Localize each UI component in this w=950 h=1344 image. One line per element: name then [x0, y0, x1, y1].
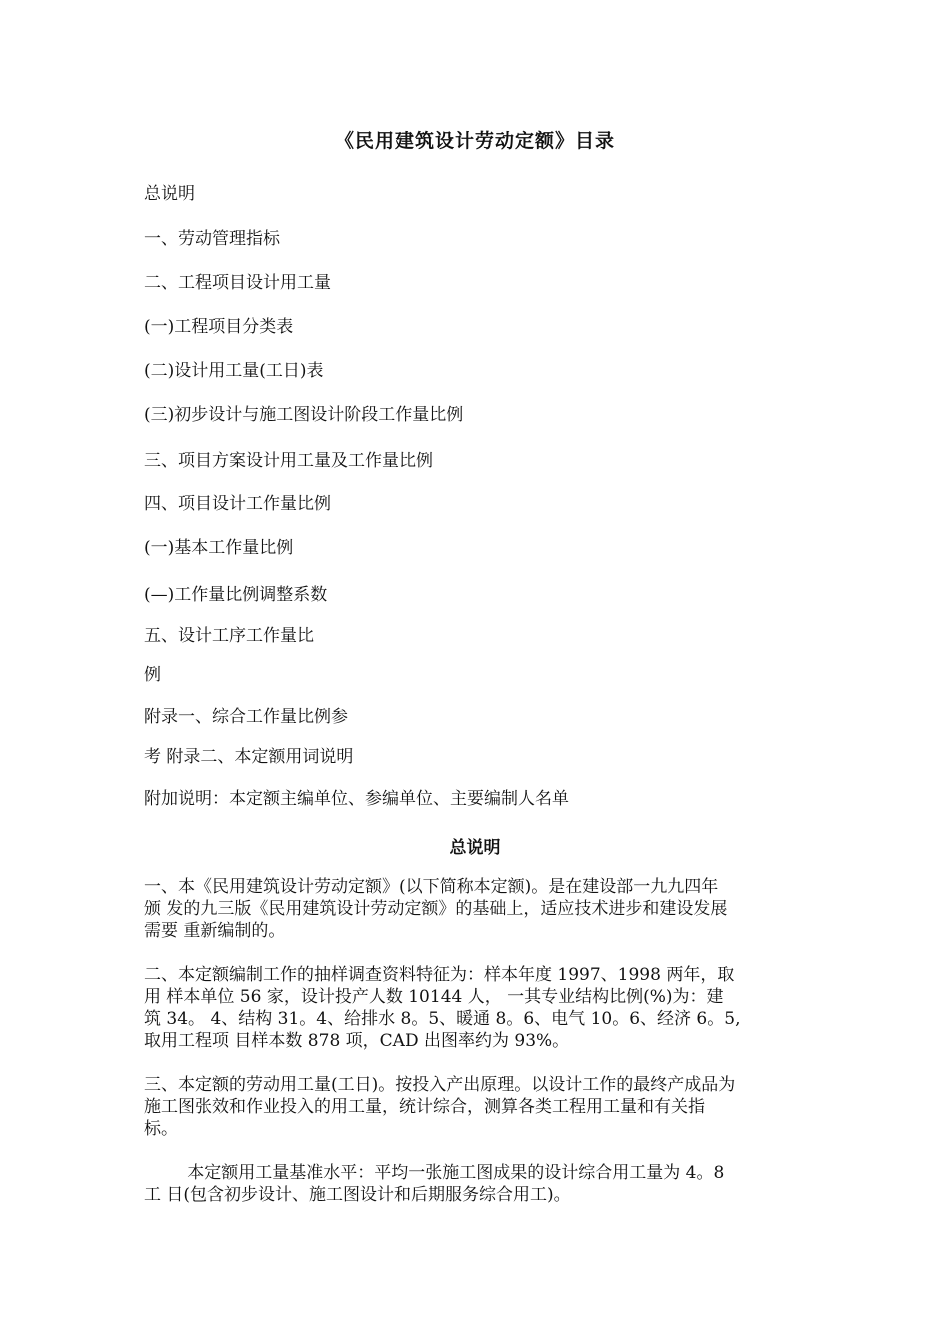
paragraph-line: 筑 34。 4、结构 31。4、给排水 8。5、暖通 8。6、电气 10。6、经济 6。5,: [144, 1009, 741, 1029]
paragraph-line: 一、本《民用建筑设计劳动定额》(以下简称本定额)。是在建设部一九九四年: [144, 877, 719, 897]
toc-item-basic-ratio: (一)基本工作量比例: [144, 538, 294, 558]
toc-item-labor-management: 一、劳动管理指标: [144, 229, 280, 249]
toc-item-workload-ratio: 四、项目设计工作量比例: [144, 494, 331, 514]
paragraph-line: 本定额用工量基准水平：平均一张施工图成果的设计综合用工量为 4。8: [144, 1163, 725, 1183]
toc-item-appendix-two: 考 附录二、本定额用词说明: [144, 747, 354, 767]
toc-item-ratio-adjustment: (—)工作量比例调整系数: [144, 585, 328, 605]
toc-item-project-classification: (一)工程项目分类表: [144, 317, 294, 337]
paragraph-3: [144, 1074, 814, 1140]
paragraph-1: [144, 876, 814, 942]
toc-item-general-notes: 总说明: [144, 184, 195, 204]
paragraph-line: 需要 重新编制的。: [144, 921, 286, 941]
paragraph-line: 标。: [144, 1119, 178, 1139]
toc-item-design-labor-table: (二)设计用工量(工日)表: [144, 361, 324, 381]
paragraph-line: 三、本定额的劳动用工量(工日)。按投入产出原理。以设计工作的最终产成品为: [144, 1075, 736, 1095]
toc-item-process-ratio: 五、设计工序工作量比: [144, 626, 314, 646]
toc-item-appendix-one: 附录一、综合工作量比例参: [144, 707, 348, 727]
paragraph-line: 取用工程项 目样本数 878 项，CAD 出图率约为 93%。: [144, 1031, 570, 1051]
toc-item-scheme-design: 三、项目方案设计用工量及工作量比例: [144, 451, 433, 471]
paragraph-line: 施工图张效和作业投入的用工量，统计综合，测算各类工程用工量和有关指: [144, 1097, 705, 1117]
paragraph-4: [144, 1162, 814, 1206]
paragraph-line: 工 日(包含初步设计、施工图设计和后期服务综合用工)。: [144, 1185, 571, 1205]
section-title: 总说明: [449, 838, 501, 858]
paragraph-line: 二、本定额编制工作的抽样调查资料特征为：样本年度 1997、1998 两年，取: [144, 965, 735, 985]
toc-item-project-labor: 二、工程项目设计用工量: [144, 273, 331, 293]
paragraph-line: 用 样本单位 56 家，设计投产人数 10144 人， 一其专业结构比例(%)为：建: [144, 987, 724, 1007]
toc-item-stage-ratio: (三)初步设计与施工图设计阶段工作量比例: [144, 405, 464, 425]
document-title: 《民用建筑设计劳动定额》目录: [334, 130, 615, 152]
toc-item-process-ratio-cont: 例: [144, 665, 161, 685]
toc-item-additional-notes: 附加说明：本定额主编单位、参编单位、主要编制人名单: [144, 789, 569, 809]
paragraph-line: 颁 发的九三版《民用建筑设计劳动定额》的基础上，适应技术进步和建设发展: [144, 899, 728, 919]
paragraph-2: [144, 964, 814, 1052]
